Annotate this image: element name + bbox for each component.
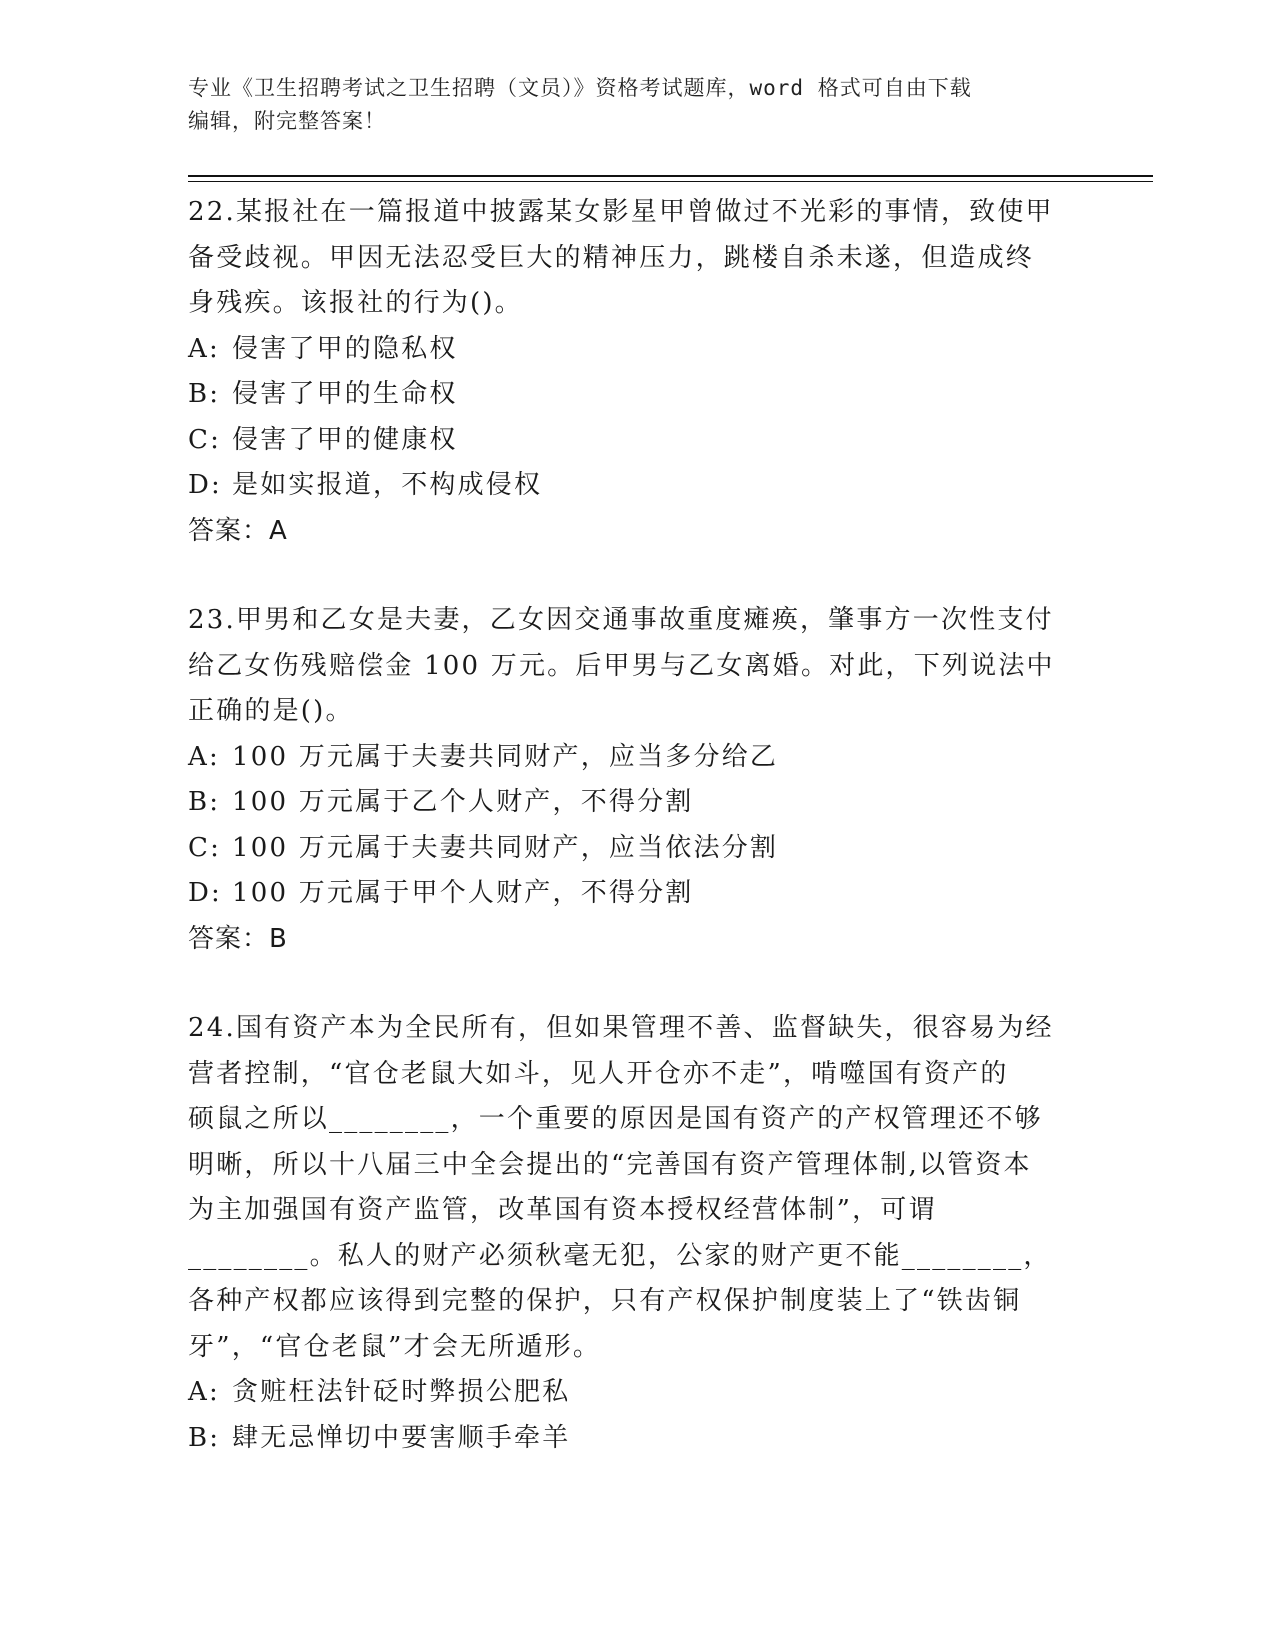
question-22 [188,190,1088,554]
question-stem-line: 备受歧视。甲因无法忍受巨大的精神压力，跳楼自杀未遂，但造成终 [188,242,1035,273]
option-b [188,780,1088,826]
option-c [188,826,1088,872]
option-d [188,871,1088,917]
option-text: 是如实报道，不构成侵权 [232,470,543,500]
option-key: A: [188,1377,220,1407]
option-b [188,1416,1088,1462]
option-a [188,735,1088,781]
option-text: 侵害了甲的生命权 [232,379,458,409]
question-stem-line: 正确的是()。 [188,696,354,726]
option-text: 贪赃枉法针砭时弊损公肥私 [232,1377,571,1407]
option-c [188,418,1088,464]
question-stem-line: 为主加强国有资产监管，改革国有资本授权经营体制”，可谓 [188,1195,937,1225]
header-divider-thick [188,175,1153,177]
option-text: 100 万元属于夫妻共同财产，应当多分给乙 [232,741,779,772]
option-a [188,327,1088,373]
question-stem-line: ________。私人的财产必须秋毫无犯，公家的财产更不能________， [188,1240,1052,1271]
option-key: A: [188,333,220,364]
option-b [188,372,1088,418]
option-key: D: [188,470,223,500]
question-stem-line: 明晰，所以十八届三中全会提出的“完善国有资产管理体制,以管资本 [188,1149,1032,1180]
question-stem-line: 身残疾。该报社的行为()。 [188,288,523,318]
answer-line: 答案：B [188,923,288,954]
answer-line: 答案：A [188,515,288,546]
header-line-2: 编辑，附完整答案！ [188,109,386,133]
option-key: B: [188,787,221,817]
option-text: 100 万元属于甲个人财产，不得分割 [232,878,694,908]
question-stem-line: 23.甲男和乙女是夫妻，乙女因交通事故重度瘫痪，肇事方一次性支付 [188,605,1054,635]
question-stem-line: 牙”，“官仓老鼠”才会无所遁形。 [188,1331,602,1362]
question-23 [188,598,1088,962]
question-24 [188,1006,1088,1461]
header-line-1: 专业《卫生招聘考试之卫生招聘（文员）》资格考试题库，word 格式可自由下载 [188,76,972,100]
option-key: B: [188,379,221,409]
option-key: C: [188,832,222,863]
question-stem-line: 营者控制，“官仓老鼠大如斗，见人开仓亦不走”，啃噬国有资产的 [188,1058,1009,1089]
header-divider-thin [188,181,1153,182]
option-text: 侵害了甲的健康权 [232,424,458,455]
option-a [188,1370,1088,1416]
question-list [188,190,1088,1505]
question-stem-line: 给乙女伤残赔偿金 100 万元。后甲男与乙女离婚。对此，下列说法中 [188,650,1055,681]
option-text: 肆无忌惮切中要害顺手牵羊 [232,1422,571,1453]
option-text: 100 万元属于乙个人财产，不得分割 [232,787,694,817]
question-stem-line: 硕鼠之所以________，一个重要的原因是国有资产的产权管理还不够 [188,1104,1043,1134]
question-stem-line: 22.某报社在一篇报道中披露某女影星甲曾做过不光彩的事情，致使甲 [188,197,1054,227]
option-d [188,463,1088,509]
option-key: A: [188,741,220,772]
question-stem-line: 24.国有资产本为全民所有，但如果管理不善、监督缺失，很容易为经 [188,1013,1054,1043]
option-key: D: [188,878,223,908]
option-key: B: [188,1422,221,1453]
option-key: C: [188,424,222,455]
option-text: 侵害了甲的隐私权 [232,333,458,364]
document-header [188,72,1068,138]
option-text: 100 万元属于夫妻共同财产，应当依法分割 [232,832,779,863]
question-stem-line: 各种产权都应该得到完整的保护，只有产权保护制度装上了“铁齿铜 [188,1286,1022,1316]
